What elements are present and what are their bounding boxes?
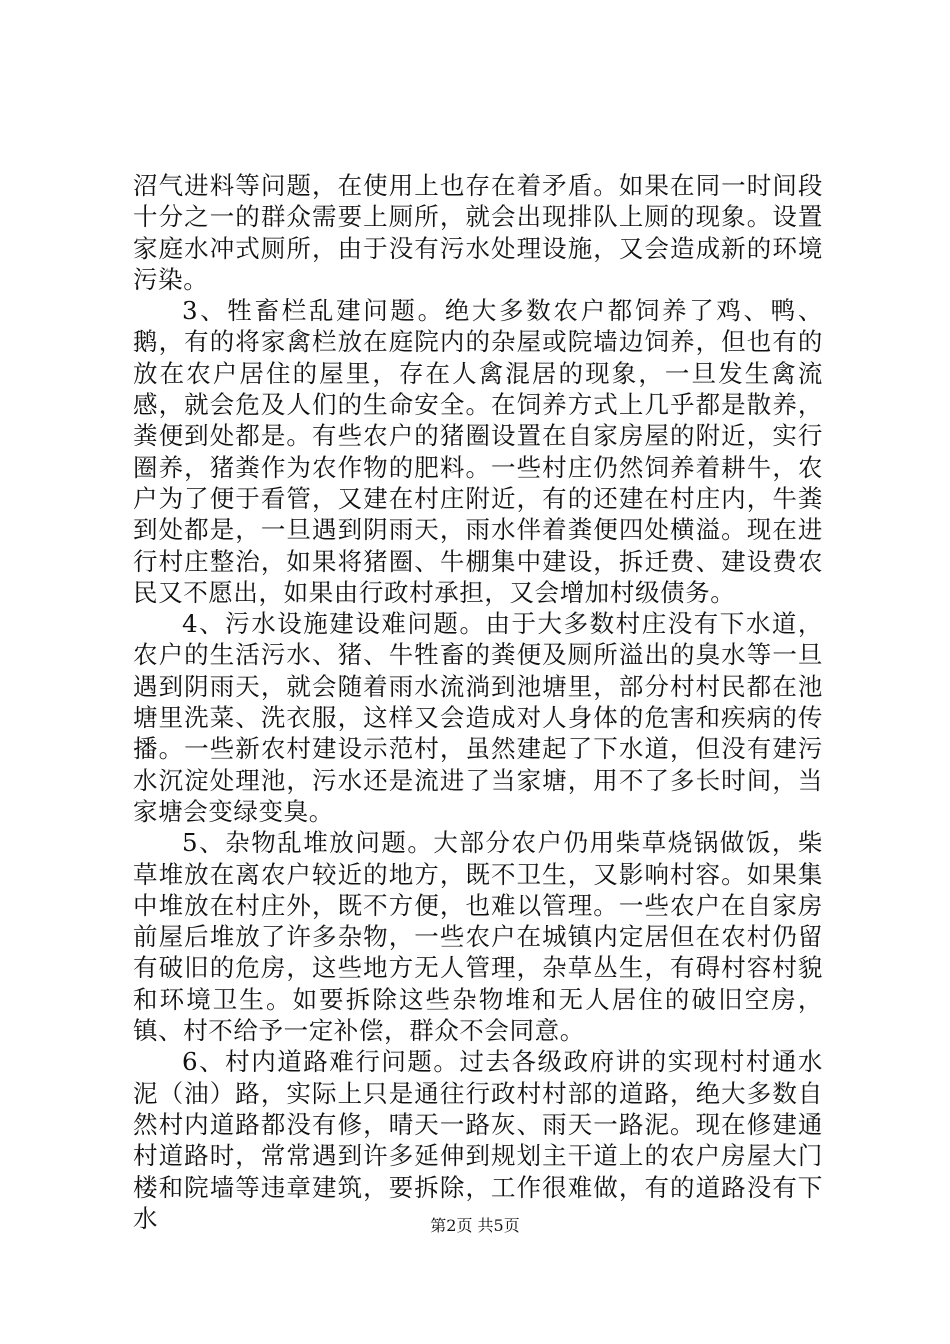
paragraph-village-roads: 6、村内道路难行问题。过去各级政府讲的实现村村通水泥（油）路，实际上只是通往行政村村部的道路，绝大多数自然村内道路都没有修，晴天一路灰、雨天一路泥。现在修建通村道路时，常常遇到许多延伸到规划主干道上的农户房屋大门楼和院墙等违章建筑，要拆除，工作很难做，有的道路没有下水 xyxy=(133,1047,823,1233)
paragraph-sewage-facilities: 4、污水设施建设难问题。由于大多数村庄没有下水道，农户的生活污水、猪、牛牲畜的粪便及厕所溢出的臭水等一旦遇到阴雨天，就会随着雨水流淌到池塘里，部分村村民都在池塘里洗菜、洗衣服，这样又会造成对人身体的危害和疾病的传播。一些新农村建设示范村，虽然建起了下水道，但没有建污水沉淀处理池，污水还是流进了当家塘，用不了多长时间，当家塘会变绿变臭。 xyxy=(133,609,823,826)
paragraph-livestock-pens: 3、牲畜栏乱建问题。绝大多数农户都饲养了鸡、鸭、鹅，有的将家禽栏放在庭院内的杂屋或院墙边饲养，但也有的放在农户居住的屋里，存在人禽混居的现象，一旦发生禽流感，就会危及人们的生命安全。在饲养方式上几乎都是散养，粪便到处都是。有些农户的猪圈设置在自家房屋的附近，实行圈养，猪粪作为农作物的肥料。一些村庄仍然饲养着耕牛，农户为了便于看管，又建在村庄附近，有的还建在村庄内，牛粪到处都是，一旦遇到阴雨天，雨水伴着粪便四处横溢。现在进行村庄整治，如果将猪圈、牛棚集中建设，拆迁费、建设费农民又不愿出，如果由行政村承担，又会增加村级债务。 xyxy=(133,296,823,607)
document-body xyxy=(133,170,823,1234)
page-footer: 第2页 共5页 xyxy=(430,1216,520,1235)
paragraph-continued: 沼气进料等问题，在使用上也存在着矛盾。如果在同一时间段十分之一的群众需要上厕所，就会出现排队上厕的现象。设置家庭水冲式厕所，由于没有污水处理设施，又会造成新的环境污染。 xyxy=(133,171,823,294)
paragraph-debris-stacking: 5、杂物乱堆放问题。大部分农户仍用柴草烧锅做饭，柴草堆放在离农户较近的地方，既不卫生，又影响村容。如果集中堆放在村庄外，既不方便，也难以管理。一些农户在自家房前屋后堆放了许多杂物，一些农户在城镇内定居但在农村仍留有破旧的危房，这些地方无人管理，杂草丛生，有碍村容村貌和环境卫生。如要拆除这些杂物堆和无人居住的破旧空房，镇、村不给予一定补偿，群众不会同意。 xyxy=(133,828,823,1046)
